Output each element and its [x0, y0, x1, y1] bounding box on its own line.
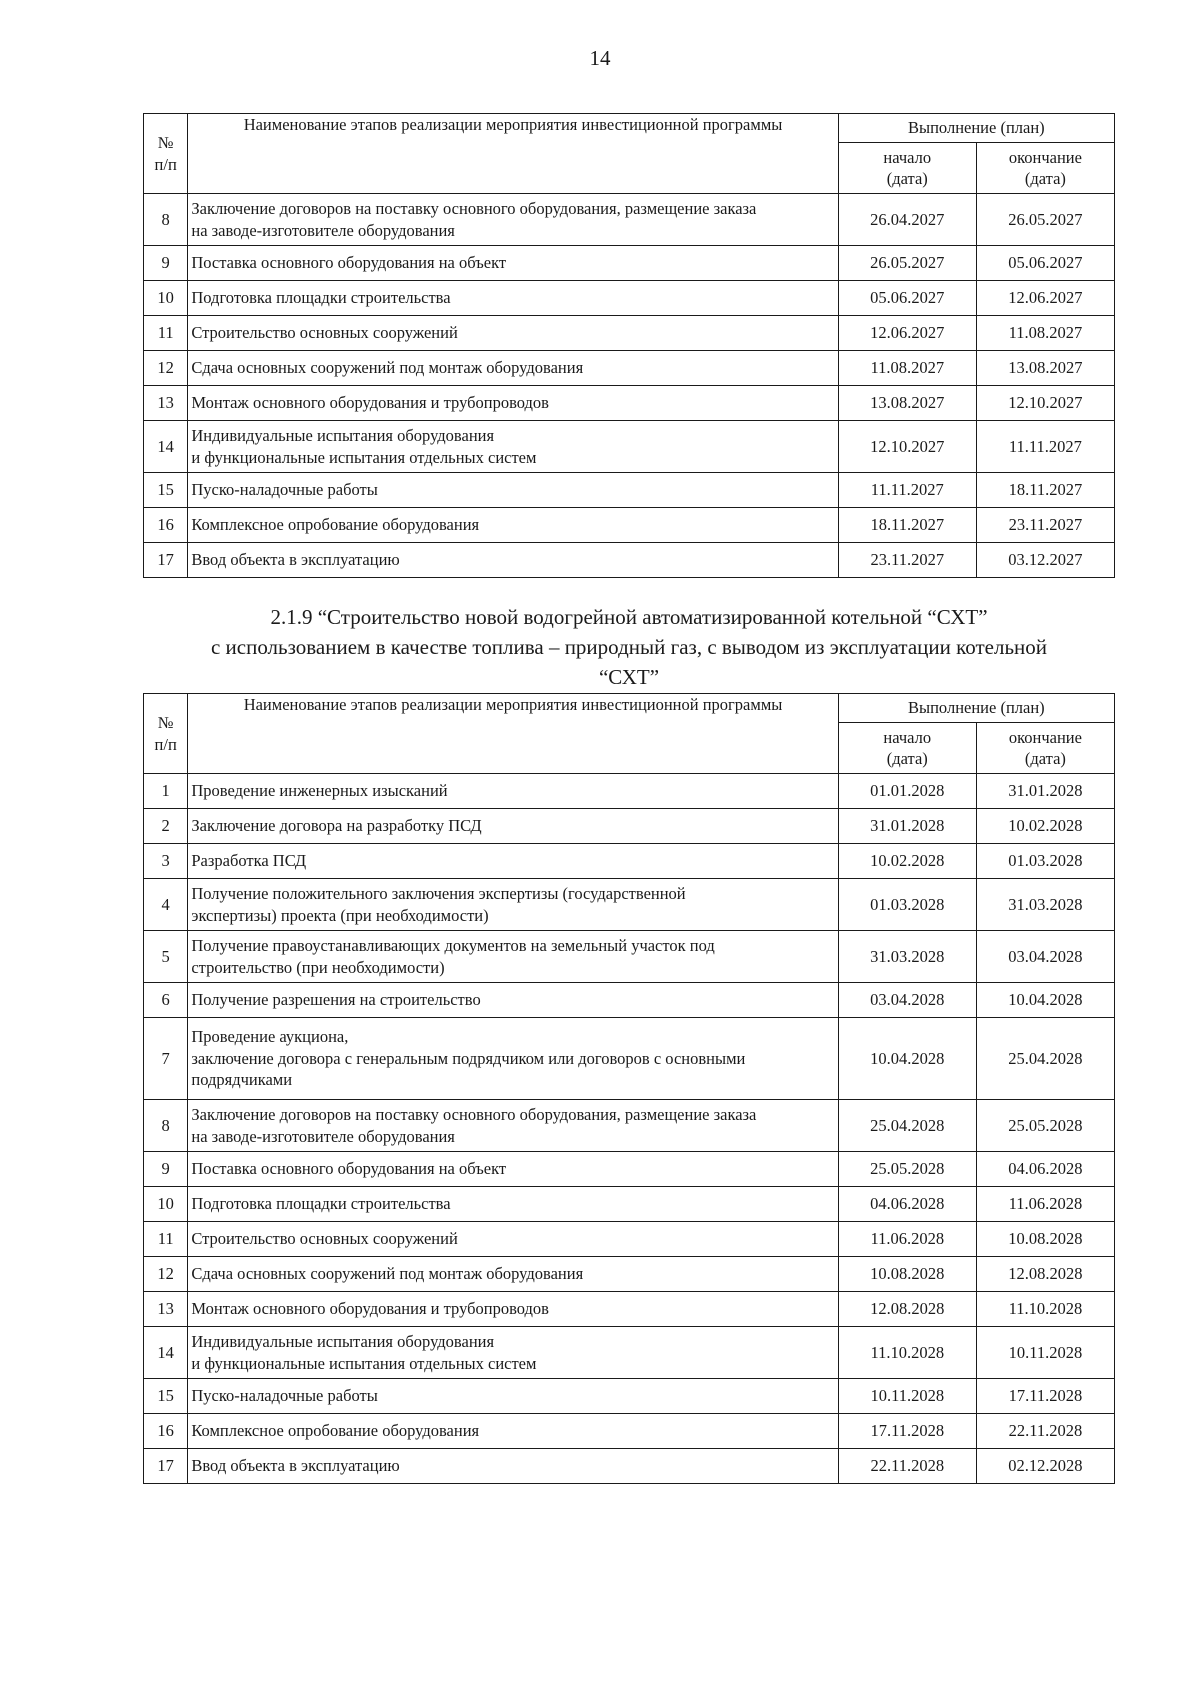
- row-number: 6: [144, 983, 188, 1018]
- start-date: 11.11.2027: [838, 473, 976, 508]
- row-number: 11: [144, 316, 188, 351]
- row-number: 1: [144, 774, 188, 809]
- end-date: 25.05.2028: [976, 1100, 1114, 1152]
- row-number: 11: [144, 1222, 188, 1257]
- end-date: 31.03.2028: [976, 879, 1114, 931]
- page-number: 14: [589, 46, 611, 70]
- stage-name: Получение положительного заключения экспертизы (государственной экспертизы) проекта (при необходимости): [188, 879, 838, 931]
- table-row: [144, 844, 1115, 879]
- row-number: 12: [144, 1257, 188, 1292]
- table-row: [144, 1327, 1115, 1379]
- row-number: 13: [144, 1292, 188, 1327]
- end-date: 10.08.2028: [976, 1222, 1114, 1257]
- table-row: [144, 1449, 1115, 1484]
- header-execution-plan: Выполнение (план): [838, 114, 1114, 143]
- row-number: 9: [144, 246, 188, 281]
- stage-name: Подготовка площадки строительства: [188, 281, 838, 316]
- end-date: 11.10.2028: [976, 1292, 1114, 1327]
- header-end-date: окончание (дата): [976, 143, 1114, 194]
- table-row: [144, 281, 1115, 316]
- row-number: 10: [144, 281, 188, 316]
- header-stage-name: Наименование этапов реализации мероприятия инвестиционной программы: [188, 114, 838, 194]
- start-date: 22.11.2028: [838, 1449, 976, 1484]
- stage-name: Сдача основных сооружений под монтаж оборудования: [188, 1257, 838, 1292]
- stage-name: Пуско-наладочные работы: [188, 1379, 838, 1414]
- end-date: 04.06.2028: [976, 1152, 1114, 1187]
- stage-name: Заключение договоров на поставку основного оборудования, размещение заказа на заводе-изготовителе оборудования: [188, 1100, 838, 1152]
- row-number: 17: [144, 1449, 188, 1484]
- schedule-table-2028: [143, 693, 1115, 1484]
- stage-name: Пуско-наладочные работы: [188, 473, 838, 508]
- stage-name: Заключение договора на разработку ПСД: [188, 809, 838, 844]
- row-number: 7: [144, 1018, 188, 1100]
- section-heading: 2.1.9 “Строительство новой водогрейной автоматизированной котельной “СХТ” с использованием в качестве топлива – природный газ, с выводом из эксплуатации котельной “СХТ”: [210, 605, 1048, 689]
- end-date: 03.12.2027: [976, 543, 1114, 578]
- end-date: 12.08.2028: [976, 1257, 1114, 1292]
- start-date: 01.01.2028: [838, 774, 976, 809]
- stage-name: Получение разрешения на строительство: [188, 983, 838, 1018]
- start-date: 31.01.2028: [838, 809, 976, 844]
- row-number: 8: [144, 194, 188, 246]
- start-date: 25.05.2028: [838, 1152, 976, 1187]
- start-date: 26.04.2027: [838, 194, 976, 246]
- table-row: [144, 543, 1115, 578]
- stage-name: Монтаж основного оборудования и трубопроводов: [188, 1292, 838, 1327]
- stage-name: Ввод объекта в эксплуатацию: [188, 543, 838, 578]
- row-number: 14: [144, 421, 188, 473]
- stage-name: Поставка основного оборудования на объект: [188, 246, 838, 281]
- table-row: [144, 194, 1115, 246]
- table-row: [144, 1379, 1115, 1414]
- row-number: 17: [144, 543, 188, 578]
- table-row: [144, 1152, 1115, 1187]
- header-execution-plan: Выполнение (план): [838, 694, 1114, 723]
- table-row: [144, 1222, 1115, 1257]
- stage-name: Монтаж основного оборудования и трубопроводов: [188, 386, 838, 421]
- table-row: [144, 1018, 1115, 1100]
- end-date: 18.11.2027: [976, 473, 1114, 508]
- stage-name: Ввод объекта в эксплуатацию: [188, 1449, 838, 1484]
- end-date: 10.11.2028: [976, 1327, 1114, 1379]
- start-date: 23.11.2027: [838, 543, 976, 578]
- start-date: 11.10.2028: [838, 1327, 976, 1379]
- end-date: 11.08.2027: [976, 316, 1114, 351]
- end-date: 23.11.2027: [976, 508, 1114, 543]
- header-start-date: начало (дата): [838, 723, 976, 774]
- table-row: [144, 983, 1115, 1018]
- row-number: 13: [144, 386, 188, 421]
- start-date: 10.08.2028: [838, 1257, 976, 1292]
- start-date: 10.11.2028: [838, 1379, 976, 1414]
- start-date: 18.11.2027: [838, 508, 976, 543]
- row-number: 16: [144, 508, 188, 543]
- table-row: [144, 1292, 1115, 1327]
- start-date: 12.06.2027: [838, 316, 976, 351]
- start-date: 12.10.2027: [838, 421, 976, 473]
- stage-name: Подготовка площадки строительства: [188, 1187, 838, 1222]
- stage-name: Строительство основных сооружений: [188, 1222, 838, 1257]
- table-row: [144, 246, 1115, 281]
- table-row: [144, 931, 1115, 983]
- row-number: 5: [144, 931, 188, 983]
- stage-name: Проведение аукциона, заключение договора с генеральным подрядчиком или договоров с основными подрядчиками: [188, 1018, 838, 1100]
- table-row: [144, 879, 1115, 931]
- table-row: [144, 473, 1115, 508]
- table-row: [144, 774, 1115, 809]
- end-date: 13.08.2027: [976, 351, 1114, 386]
- start-date: 10.04.2028: [838, 1018, 976, 1100]
- start-date: 17.11.2028: [838, 1414, 976, 1449]
- row-number: 3: [144, 844, 188, 879]
- table-row: [144, 1100, 1115, 1152]
- end-date: 12.06.2027: [976, 281, 1114, 316]
- row-number: 2: [144, 809, 188, 844]
- end-date: 05.06.2027: [976, 246, 1114, 281]
- table-row: [144, 351, 1115, 386]
- start-date: 12.08.2028: [838, 1292, 976, 1327]
- header-stage-name: Наименование этапов реализации мероприятия инвестиционной программы: [188, 694, 838, 774]
- table-row: [144, 1257, 1115, 1292]
- end-date: 10.04.2028: [976, 983, 1114, 1018]
- end-date: 12.10.2027: [976, 386, 1114, 421]
- stage-name: Индивидуальные испытания оборудования и функциональные испытания отдельных систем: [188, 421, 838, 473]
- row-number: 4: [144, 879, 188, 931]
- table-header: [144, 694, 1115, 774]
- stage-name: Индивидуальные испытания оборудования и функциональные испытания отдельных систем: [188, 1327, 838, 1379]
- table-row: [144, 1187, 1115, 1222]
- stage-name: Сдача основных сооружений под монтаж оборудования: [188, 351, 838, 386]
- header-num: № п/п: [144, 114, 188, 194]
- stage-name: Строительство основных сооружений: [188, 316, 838, 351]
- header-start-date: начало (дата): [838, 143, 976, 194]
- table-row: [144, 508, 1115, 543]
- row-number: 16: [144, 1414, 188, 1449]
- start-date: 25.04.2028: [838, 1100, 976, 1152]
- end-date: 02.12.2028: [976, 1449, 1114, 1484]
- stage-name: Получение правоустанавливающих документов на земельный участок под строительство (при необходимости): [188, 931, 838, 983]
- stage-name: Заключение договоров на поставку основного оборудования, размещение заказа на заводе-изготовителе оборудования: [188, 194, 838, 246]
- header-num: № п/п: [144, 694, 188, 774]
- end-date: 11.06.2028: [976, 1187, 1114, 1222]
- row-number: 9: [144, 1152, 188, 1187]
- start-date: 04.06.2028: [838, 1187, 976, 1222]
- end-date: 03.04.2028: [976, 931, 1114, 983]
- end-date: 25.04.2028: [976, 1018, 1114, 1100]
- row-number: 14: [144, 1327, 188, 1379]
- start-date: 05.06.2027: [838, 281, 976, 316]
- end-date: 10.02.2028: [976, 809, 1114, 844]
- end-date: 31.01.2028: [976, 774, 1114, 809]
- stage-name: Поставка основного оборудования на объект: [188, 1152, 838, 1187]
- start-date: 11.06.2028: [838, 1222, 976, 1257]
- end-date: 11.11.2027: [976, 421, 1114, 473]
- stage-name: Комплексное опробование оборудования: [188, 1414, 838, 1449]
- row-number: 15: [144, 1379, 188, 1414]
- start-date: 11.08.2027: [838, 351, 976, 386]
- end-date: 17.11.2028: [976, 1379, 1114, 1414]
- end-date: 22.11.2028: [976, 1414, 1114, 1449]
- table-row: [144, 421, 1115, 473]
- start-date: 31.03.2028: [838, 931, 976, 983]
- row-number: 10: [144, 1187, 188, 1222]
- start-date: 13.08.2027: [838, 386, 976, 421]
- end-date: 26.05.2027: [976, 194, 1114, 246]
- stage-name: Разработка ПСД: [188, 844, 838, 879]
- table-row: [144, 809, 1115, 844]
- table-row: [144, 386, 1115, 421]
- table-row: [144, 316, 1115, 351]
- header-end-date: окончание (дата): [976, 723, 1114, 774]
- row-number: 15: [144, 473, 188, 508]
- row-number: 8: [144, 1100, 188, 1152]
- end-date: 01.03.2028: [976, 844, 1114, 879]
- row-number: 12: [144, 351, 188, 386]
- start-date: 03.04.2028: [838, 983, 976, 1018]
- start-date: 01.03.2028: [838, 879, 976, 931]
- start-date: 10.02.2028: [838, 844, 976, 879]
- table-header: [144, 114, 1115, 194]
- table-row: [144, 1414, 1115, 1449]
- schedule-table-2027: [143, 113, 1115, 578]
- stage-name: Проведение инженерных изысканий: [188, 774, 838, 809]
- start-date: 26.05.2027: [838, 246, 976, 281]
- stage-name: Комплексное опробование оборудования: [188, 508, 838, 543]
